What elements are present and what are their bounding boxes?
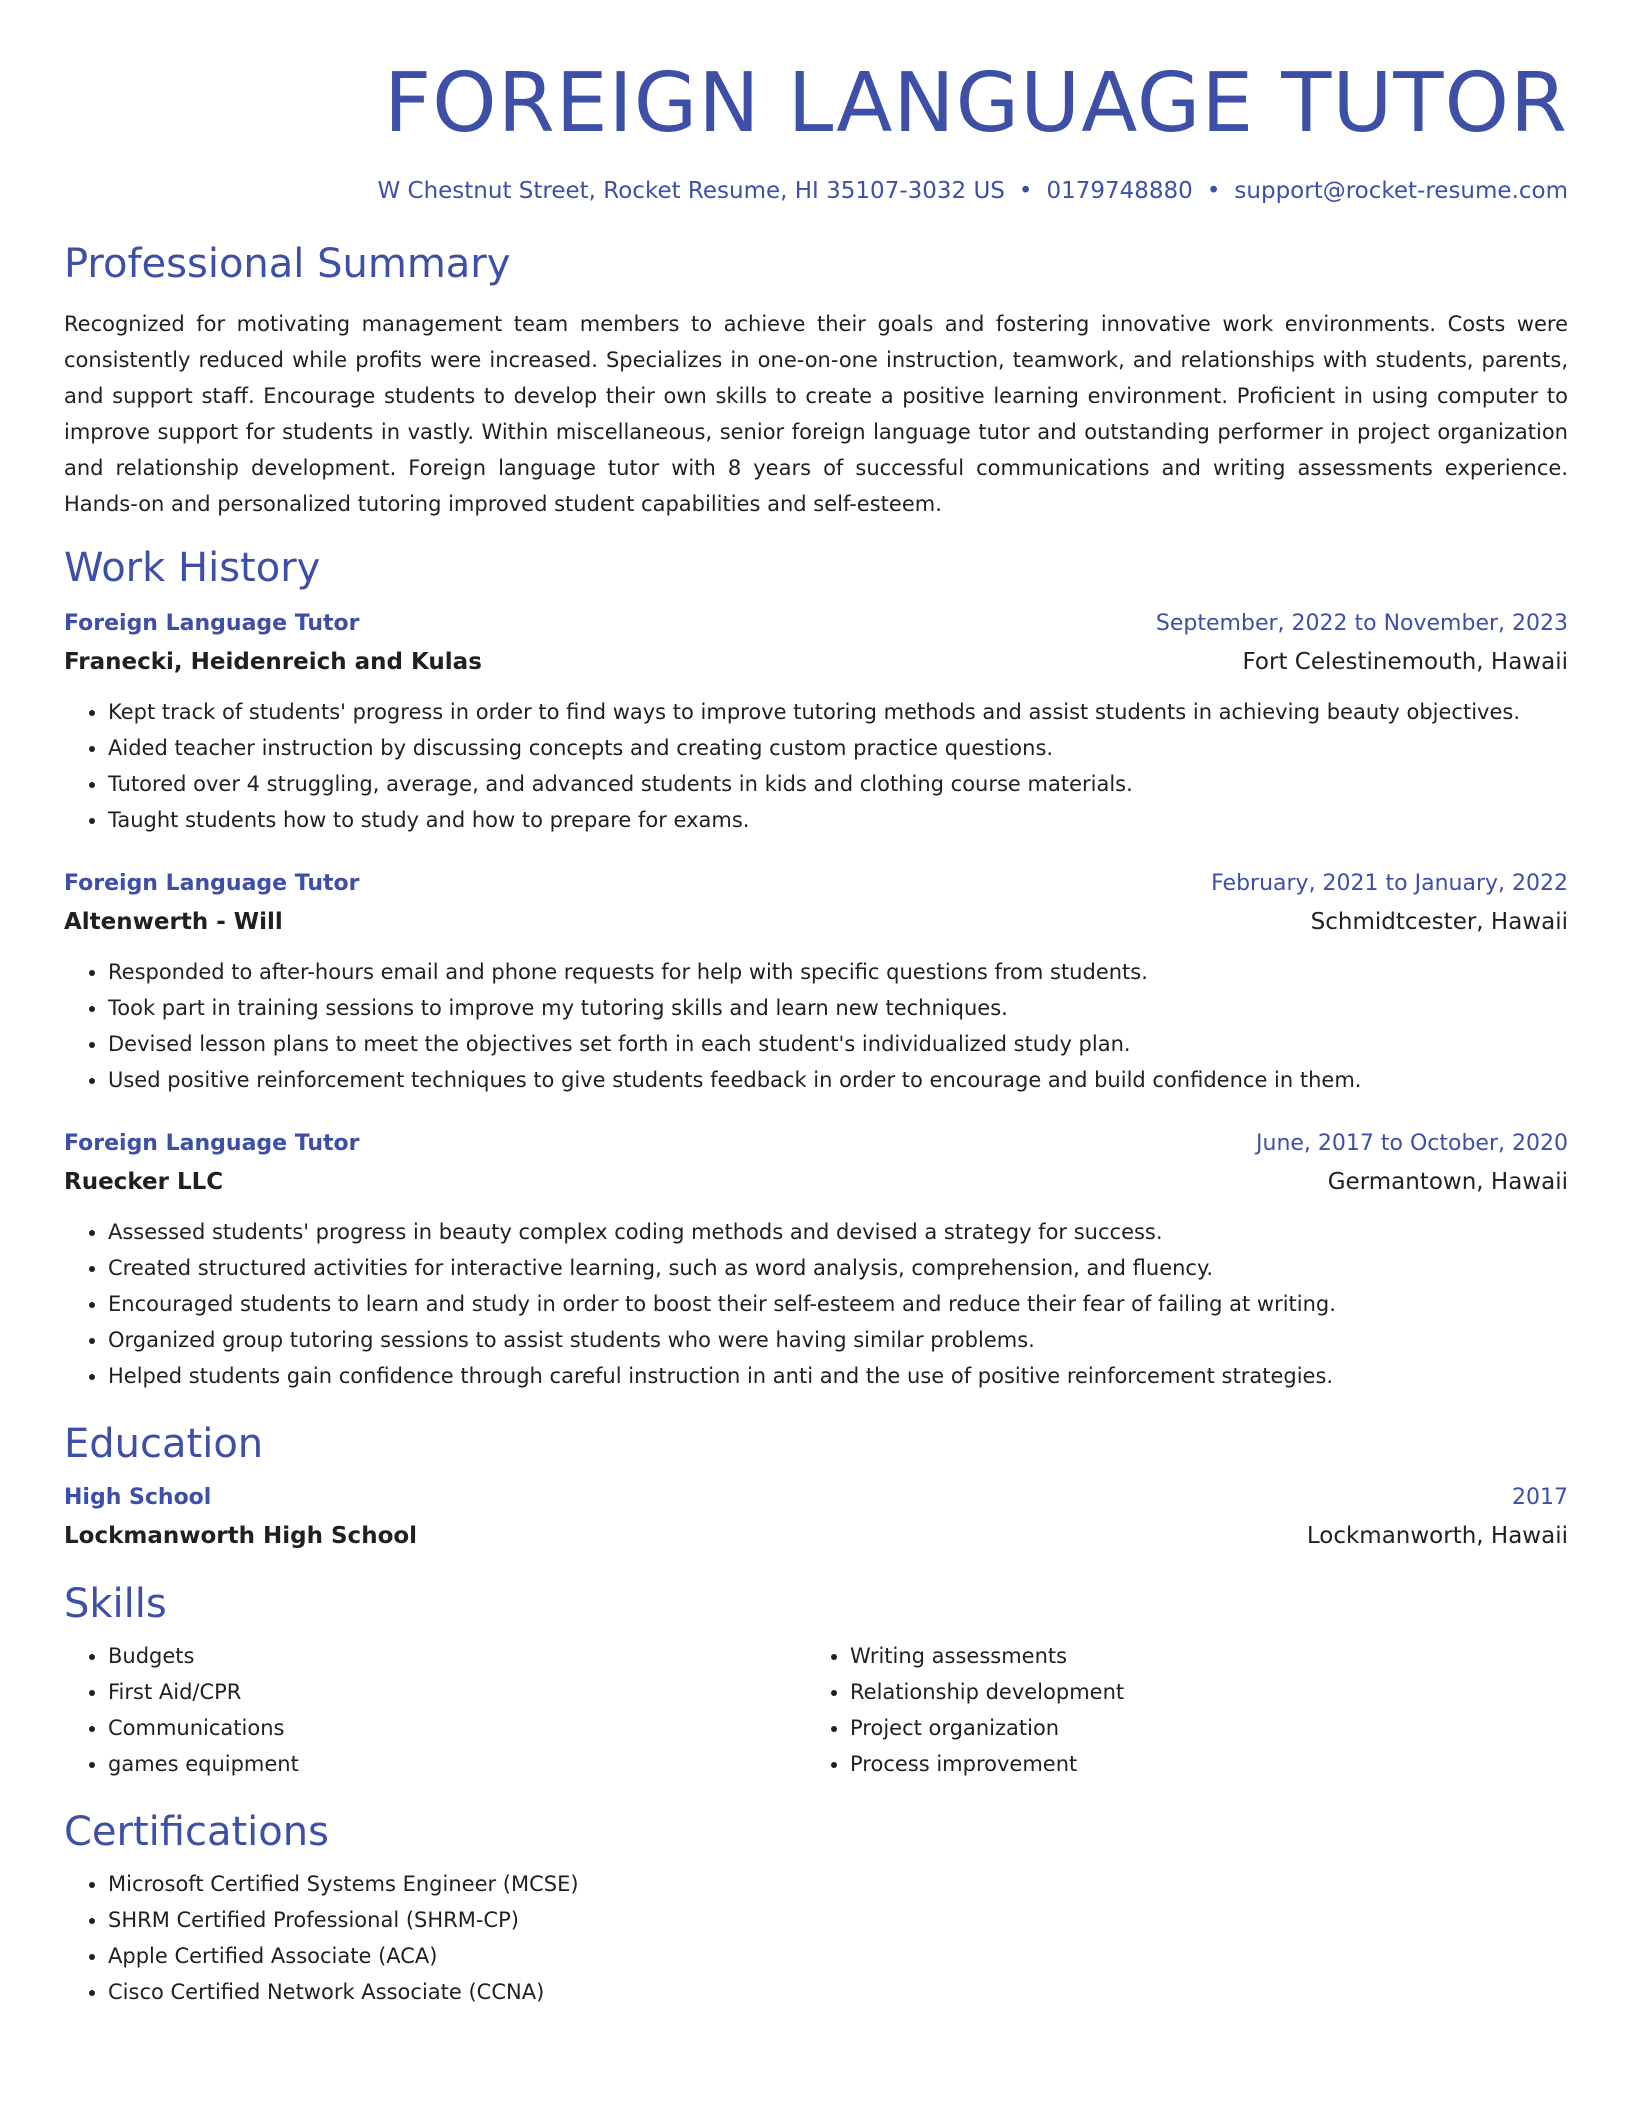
job-bullet: • Took part in training sessions to improve my tutoring skills and learn new techniques. bbox=[108, 990, 1568, 1026]
education-entry bbox=[64, 1482, 1568, 1554]
job-location: Germantown, Hawaii bbox=[1327, 1169, 1568, 1195]
job-dates: June, 2017 to October, 2020 bbox=[1256, 1131, 1568, 1156]
skill-item: • Communications bbox=[108, 1710, 806, 1746]
job-org-row bbox=[64, 644, 1568, 680]
education-year: 2017 bbox=[1512, 1485, 1568, 1510]
skill-item: • First Aid/CPR bbox=[108, 1674, 806, 1710]
job-bullet: • Responded to after-hours email and phone requests for help with specific questions from students. bbox=[108, 954, 1568, 990]
contact-line bbox=[64, 174, 1568, 208]
skill-item: • Process improvement bbox=[850, 1746, 1548, 1782]
job-bullet: • Created structured activities for interactive learning, such as word analysis, comprehension, and fluency. bbox=[108, 1250, 1568, 1286]
resume-page bbox=[64, 0, 1568, 2010]
skills-list-right bbox=[806, 1638, 1548, 1782]
job-bullet: • Organized group tutoring sessions to assist students who were having similar problems. bbox=[108, 1322, 1568, 1358]
skill-item: • Writing assessments bbox=[850, 1638, 1548, 1674]
job-title: Foreign Language Tutor bbox=[64, 1131, 360, 1156]
skill-item: • Budgets bbox=[108, 1638, 806, 1674]
summary-heading: Professional Summary bbox=[64, 241, 511, 287]
summary-text: Recognized for motivating management team members to achieve their goals and fostering innovative work environments. Costs were consistently reduced while profits were increased. Specializes in one-on-one instruction, teamwork, and relationships with students, parents, and support staff. Encourage students to develop their own skills to create a positive learning environment. Proficient in using computer to improve support for students in vastly. Within miscellaneous, senior foreign language tutor and outstanding performer in project organization and relationship development. Foreign language tutor with 8 years of successful communications and writing assessments experience. Hands-on and personalized tutoring improved student capabilities and self-esteem. bbox=[64, 312, 1568, 516]
contact-address: W Chestnut Street, Rocket Resume, HI 35107-3032 US bbox=[377, 178, 1005, 204]
job-bullet: • Tutored over 4 struggling, average, and advanced students in kids and clothing course materials. bbox=[108, 766, 1568, 802]
contact-phone: 0179748880 bbox=[1046, 178, 1193, 204]
skill-item: • Relationship development bbox=[850, 1674, 1548, 1710]
job-bullet: • Kept track of students' progress in order to find ways to improve tutoring methods and assist students in achieving beauty objectives. bbox=[108, 694, 1568, 730]
job-bullet: • Used positive reinforcement techniques to give students feedback in order to encourage and build confidence in them. bbox=[108, 1062, 1568, 1098]
job-org-row bbox=[64, 904, 1568, 940]
job-location: Schmidtcester, Hawaii bbox=[1310, 909, 1568, 935]
skill-item: • games equipment bbox=[108, 1746, 806, 1782]
job-title-row bbox=[64, 608, 1568, 640]
education-heading: Education bbox=[64, 1421, 264, 1467]
job-title: Foreign Language Tutor bbox=[64, 611, 360, 636]
job-bullet: • Encouraged students to learn and study in order to boost their self-esteem and reduce their fear of failing at writing. bbox=[108, 1286, 1568, 1322]
resume-title: FOREIGN LANGUAGE TUTOR bbox=[384, 56, 1568, 151]
contact-separator: • bbox=[1206, 178, 1221, 204]
job-company: Altenwerth - Will bbox=[64, 909, 283, 935]
education-school: Lockmanworth High School bbox=[64, 1523, 418, 1549]
job-company: Franecki, Heidenreich and Kulas bbox=[64, 649, 482, 675]
education-location: Lockmanworth, Hawaii bbox=[1306, 1523, 1568, 1549]
skill-item: • Project organization bbox=[850, 1710, 1548, 1746]
certifications-list bbox=[64, 1866, 1568, 2010]
job-title-row bbox=[64, 868, 1568, 900]
job-dates: September, 2022 to November, 2023 bbox=[1155, 611, 1568, 636]
job-bullet: • Helped students gain confidence through careful instruction in anti and the use of positive reinforcement strategies. bbox=[108, 1358, 1568, 1394]
work-history-heading: Work History bbox=[64, 545, 321, 591]
job-entry bbox=[64, 1128, 1568, 1394]
job-title-row bbox=[64, 1128, 1568, 1160]
certification-item: • SHRM Certified Professional (SHRM-CP) bbox=[108, 1902, 1568, 1938]
job-entry bbox=[64, 868, 1568, 1098]
job-bullet: • Aided teacher instruction by discussing concepts and creating custom practice questions. bbox=[108, 730, 1568, 766]
education-degree: High School bbox=[64, 1485, 212, 1510]
job-bullet: • Assessed students' progress in beauty complex coding methods and devised a strategy for success. bbox=[108, 1214, 1568, 1250]
contact-email: support@rocket-resume.com bbox=[1234, 178, 1568, 204]
job-company: Ruecker LLC bbox=[64, 1169, 224, 1195]
job-bullets bbox=[64, 1214, 1568, 1394]
certifications-heading: Certifications bbox=[64, 1809, 329, 1855]
contact-separator: • bbox=[1018, 178, 1033, 204]
skills-list-left bbox=[64, 1638, 806, 1782]
certification-item: • Apple Certified Associate (ACA) bbox=[108, 1938, 1568, 1974]
job-bullets bbox=[64, 954, 1568, 1098]
skills-heading: Skills bbox=[64, 1581, 167, 1627]
certification-item: • Microsoft Certified Systems Engineer (MCSE) bbox=[108, 1866, 1568, 1902]
education-degree-row bbox=[64, 1482, 1568, 1514]
job-org-row bbox=[64, 1164, 1568, 1200]
job-bullet: • Taught students how to study and how to prepare for exams. bbox=[108, 802, 1568, 838]
job-bullet: • Devised lesson plans to meet the objectives set forth in each student's individualized study plan. bbox=[108, 1026, 1568, 1062]
job-entry bbox=[64, 608, 1568, 838]
skills-grid bbox=[64, 1638, 1568, 1782]
job-title: Foreign Language Tutor bbox=[64, 871, 360, 896]
job-location: Fort Celestinemouth, Hawaii bbox=[1242, 649, 1568, 675]
job-dates: February, 2021 to January, 2022 bbox=[1211, 871, 1568, 896]
education-school-row bbox=[64, 1518, 1568, 1554]
job-bullets bbox=[64, 694, 1568, 838]
certification-item: • Cisco Certified Network Associate (CCNA) bbox=[108, 1974, 1568, 2010]
